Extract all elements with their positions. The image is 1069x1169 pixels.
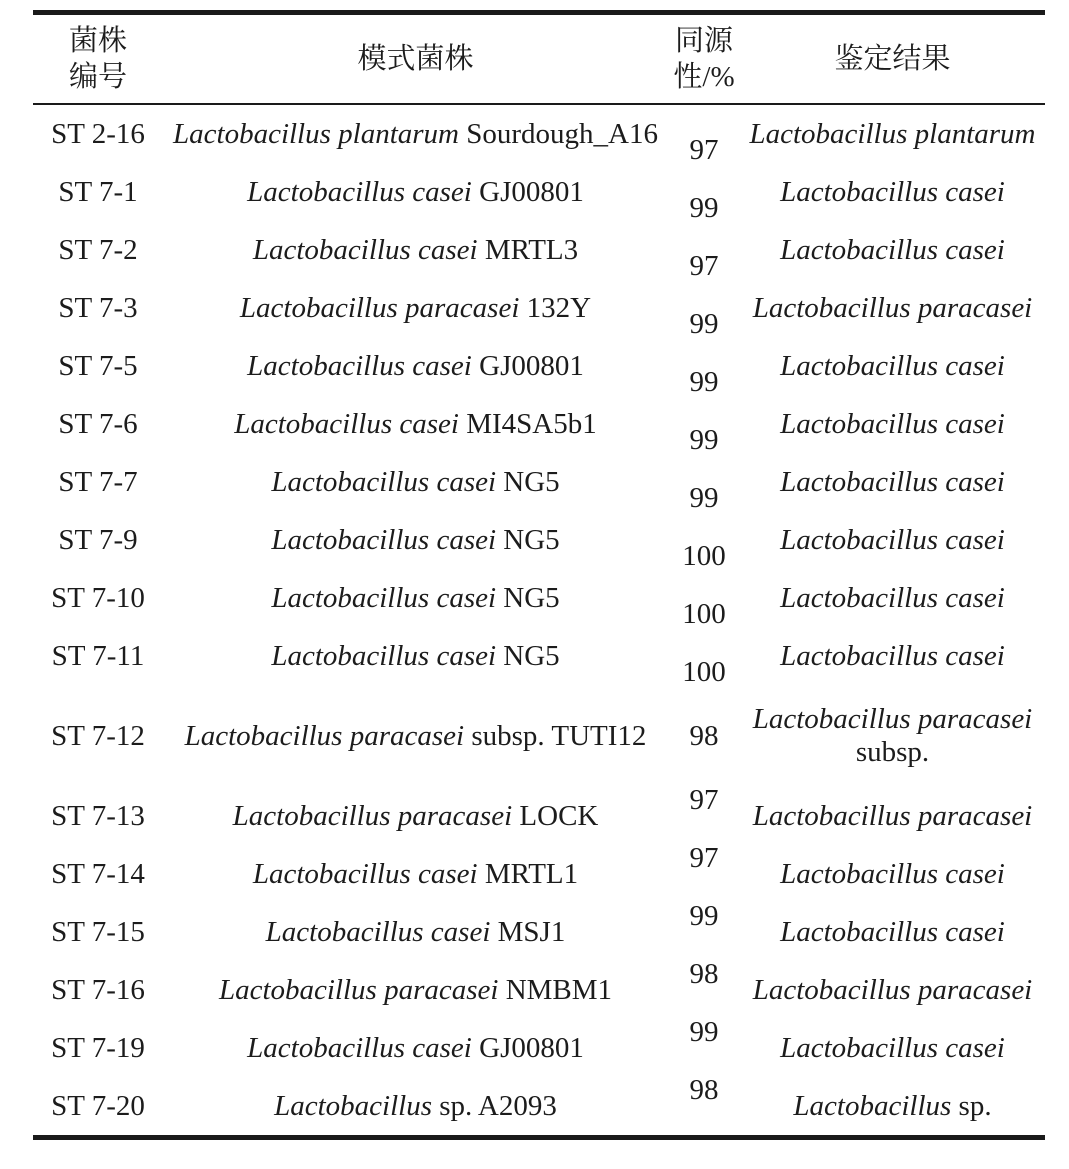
table-row <box>33 957 1045 1019</box>
result-species: Lactobacillus casei <box>780 523 1005 556</box>
type-strain-species: Lactobacillus casei <box>247 1031 472 1064</box>
homology-cell: 100 <box>682 655 726 688</box>
type-strain-species: Lactobacillus paracasei <box>239 291 520 324</box>
table-row <box>33 105 1045 166</box>
strain-id-cell: ST 7-12 <box>51 719 145 752</box>
result-cell <box>740 408 1045 441</box>
table-row <box>33 163 1045 224</box>
homology-cell: 99 <box>689 307 719 340</box>
type-strain-code: MSJ1 <box>490 915 566 948</box>
type-strain-species: Lactobacillus casei <box>247 349 472 382</box>
result-cell <box>740 858 1045 891</box>
homology-cell: 99 <box>689 1015 719 1048</box>
type-strain-code: NG5 <box>496 523 560 556</box>
result-cell <box>740 640 1045 673</box>
strain-id-cell: ST 7-10 <box>51 581 145 614</box>
strain-id-cell: ST 7-19 <box>51 1031 145 1064</box>
type-strain-species: Lactobacillus casei <box>234 407 459 440</box>
result-species: Lactobacillus paracasei <box>752 799 1033 832</box>
result-cell <box>740 582 1045 615</box>
table-row <box>33 395 1045 456</box>
result-species: Lactobacillus paracasei <box>752 702 1033 735</box>
type-strain-code: NMBM1 <box>498 973 613 1006</box>
type-strain-code: GJ00801 <box>471 1031 584 1064</box>
strain-id-cell: ST 7-11 <box>51 639 145 672</box>
type-strain-cell <box>163 292 668 325</box>
result-species: Lactobacillus paracasei <box>752 973 1033 1006</box>
result-suffix: sp. <box>951 1089 992 1122</box>
header-homology <box>668 23 740 96</box>
type-strain-species: Lactobacillus plantarum <box>173 117 459 150</box>
type-strain-cell <box>163 524 668 557</box>
header-strain-id-line2: 编号 <box>68 61 127 93</box>
strain-id-cell: ST 7-3 <box>58 291 138 324</box>
type-strain-species: Lactobacillus casei <box>252 233 478 266</box>
table-row <box>33 783 1045 845</box>
strain-id-cell: ST 2-16 <box>51 117 145 150</box>
header-result <box>740 41 1045 77</box>
strain-id-cell: ST 7-9 <box>58 523 138 556</box>
identification-results-table <box>33 0 1045 1140</box>
header-type-strain <box>163 41 668 77</box>
homology-cell: 98 <box>689 719 719 752</box>
homology-cell: 97 <box>689 783 719 816</box>
result-cell <box>740 1090 1045 1123</box>
strain-id-cell: ST 7-15 <box>51 915 145 948</box>
result-cell <box>740 118 1045 151</box>
homology-cell: 98 <box>689 957 719 990</box>
result-cell <box>740 176 1045 209</box>
header-result-label: 鉴定结果 <box>834 42 951 75</box>
type-strain-code: NG5 <box>496 581 560 614</box>
table-row <box>33 511 1045 572</box>
strain-id-cell: ST 7-1 <box>58 175 138 208</box>
result-species: Lactobacillus plantarum <box>749 117 1036 150</box>
result-species: Lactobacillus paracasei <box>752 291 1033 324</box>
table-row <box>33 221 1045 282</box>
type-strain-code: MRTL3 <box>477 233 579 266</box>
type-strain-species: Lactobacillus paracasei <box>218 973 499 1006</box>
type-strain-code: sp. A2093 <box>432 1089 557 1122</box>
result-cell <box>740 350 1045 383</box>
strain-id-cell: ST 7-20 <box>51 1089 145 1122</box>
type-strain-species: Lactobacillus casei <box>271 581 497 614</box>
result-species: Lactobacillus casei <box>780 857 1005 890</box>
type-strain-cell <box>163 720 668 753</box>
table-row <box>33 279 1045 340</box>
strain-id-cell: ST 7-2 <box>58 233 138 266</box>
type-strain-code: NG5 <box>496 465 560 498</box>
homology-cell: 99 <box>689 481 719 514</box>
type-strain-species: Lactobacillus casei <box>252 857 478 890</box>
type-strain-species: Lactobacillus casei <box>271 465 497 498</box>
type-strain-species: Lactobacillus <box>274 1089 432 1122</box>
strain-id-cell: ST 7-14 <box>51 857 145 890</box>
result-species: Lactobacillus casei <box>780 407 1005 440</box>
homology-cell: 97 <box>689 841 719 874</box>
type-strain-code: MRTL1 <box>477 857 579 890</box>
result-cell <box>740 524 1045 557</box>
homology-cell: 99 <box>689 191 719 224</box>
type-strain-species: Lactobacillus casei <box>271 523 497 556</box>
type-strain-species: Lactobacillus casei <box>271 639 497 672</box>
strain-id-cell: ST 7-7 <box>58 465 138 498</box>
strain-id-cell: ST 7-5 <box>58 349 138 382</box>
header-type-strain-label: 模式菌株 <box>357 42 474 75</box>
result-species: Lactobacillus casei <box>780 349 1005 382</box>
table-row <box>33 627 1045 688</box>
type-strain-cell <box>163 916 668 949</box>
table-row <box>33 337 1045 398</box>
result-species: Lactobacillus casei <box>780 639 1005 672</box>
table-row <box>33 685 1045 787</box>
type-strain-code: NG5 <box>496 639 560 672</box>
result-species: Lactobacillus casei <box>780 915 1005 948</box>
type-strain-code: GJ00801 <box>471 349 584 382</box>
type-strain-cell <box>163 234 668 267</box>
homology-cell: 98 <box>689 1073 719 1106</box>
type-strain-cell <box>163 582 668 615</box>
homology-cell: 99 <box>689 423 719 456</box>
table-row <box>33 453 1045 514</box>
type-strain-species: Lactobacillus casei <box>247 175 472 208</box>
type-strain-code: 132Y <box>519 291 592 324</box>
type-strain-cell <box>163 1032 668 1065</box>
result-cell <box>740 1032 1045 1065</box>
type-strain-cell <box>163 350 668 383</box>
type-strain-code: subsp. TUTI12 <box>464 719 647 752</box>
result-species: Lactobacillus casei <box>780 465 1005 498</box>
type-strain-species: Lactobacillus paracasei <box>184 719 465 752</box>
table-row <box>33 1073 1045 1135</box>
homology-cell: 100 <box>682 539 726 572</box>
homology-cell: 97 <box>689 133 719 166</box>
result-cell <box>740 292 1045 325</box>
result-cell <box>740 974 1045 1007</box>
result-suffix: subsp. <box>855 736 930 768</box>
type-strain-code: MI4SA5b1 <box>458 407 597 440</box>
type-strain-cell <box>163 858 668 891</box>
result-cell <box>740 800 1045 833</box>
type-strain-cell <box>163 176 668 209</box>
result-species: Lactobacillus casei <box>780 233 1005 266</box>
table-row <box>33 841 1045 903</box>
result-species: Lactobacillus <box>793 1089 952 1122</box>
result-species: Lactobacillus casei <box>780 175 1005 208</box>
table-header-row <box>33 10 1045 105</box>
homology-cell: 97 <box>689 249 719 282</box>
result-cell <box>740 234 1045 267</box>
type-strain-cell <box>163 466 668 499</box>
type-strain-species: Lactobacillus casei <box>265 915 491 948</box>
type-strain-code: GJ00801 <box>471 175 584 208</box>
strain-id-cell: ST 7-13 <box>51 799 145 832</box>
table-row <box>33 899 1045 961</box>
result-cell <box>740 916 1045 949</box>
header-strain-id-line1: 菌株 <box>68 24 127 57</box>
type-strain-cell <box>163 800 668 833</box>
type-strain-cell <box>163 974 668 1007</box>
table-row <box>33 569 1045 630</box>
type-strain-code: Sourdough_A16 <box>459 117 658 150</box>
result-species: Lactobacillus casei <box>780 581 1005 614</box>
header-strain-id <box>33 23 163 96</box>
type-strain-cell <box>163 408 668 441</box>
type-strain-code: LOCK <box>512 799 599 832</box>
homology-cell: 99 <box>689 899 719 932</box>
strain-id-cell: ST 7-6 <box>58 407 138 440</box>
type-strain-cell <box>163 1090 668 1123</box>
homology-cell: 99 <box>689 365 719 398</box>
type-strain-cell <box>163 118 668 151</box>
result-cell <box>740 703 1045 770</box>
table-body <box>33 105 1045 1140</box>
result-cell <box>740 466 1045 499</box>
homology-cell: 100 <box>682 597 726 630</box>
header-homology-line2: 性/% <box>673 61 735 93</box>
result-species: Lactobacillus casei <box>780 1031 1005 1064</box>
type-strain-cell <box>163 640 668 673</box>
strain-id-cell: ST 7-16 <box>51 973 145 1006</box>
header-homology-line1: 同源 <box>674 24 733 57</box>
type-strain-species: Lactobacillus paracasei <box>232 799 513 832</box>
table-row <box>33 1015 1045 1077</box>
